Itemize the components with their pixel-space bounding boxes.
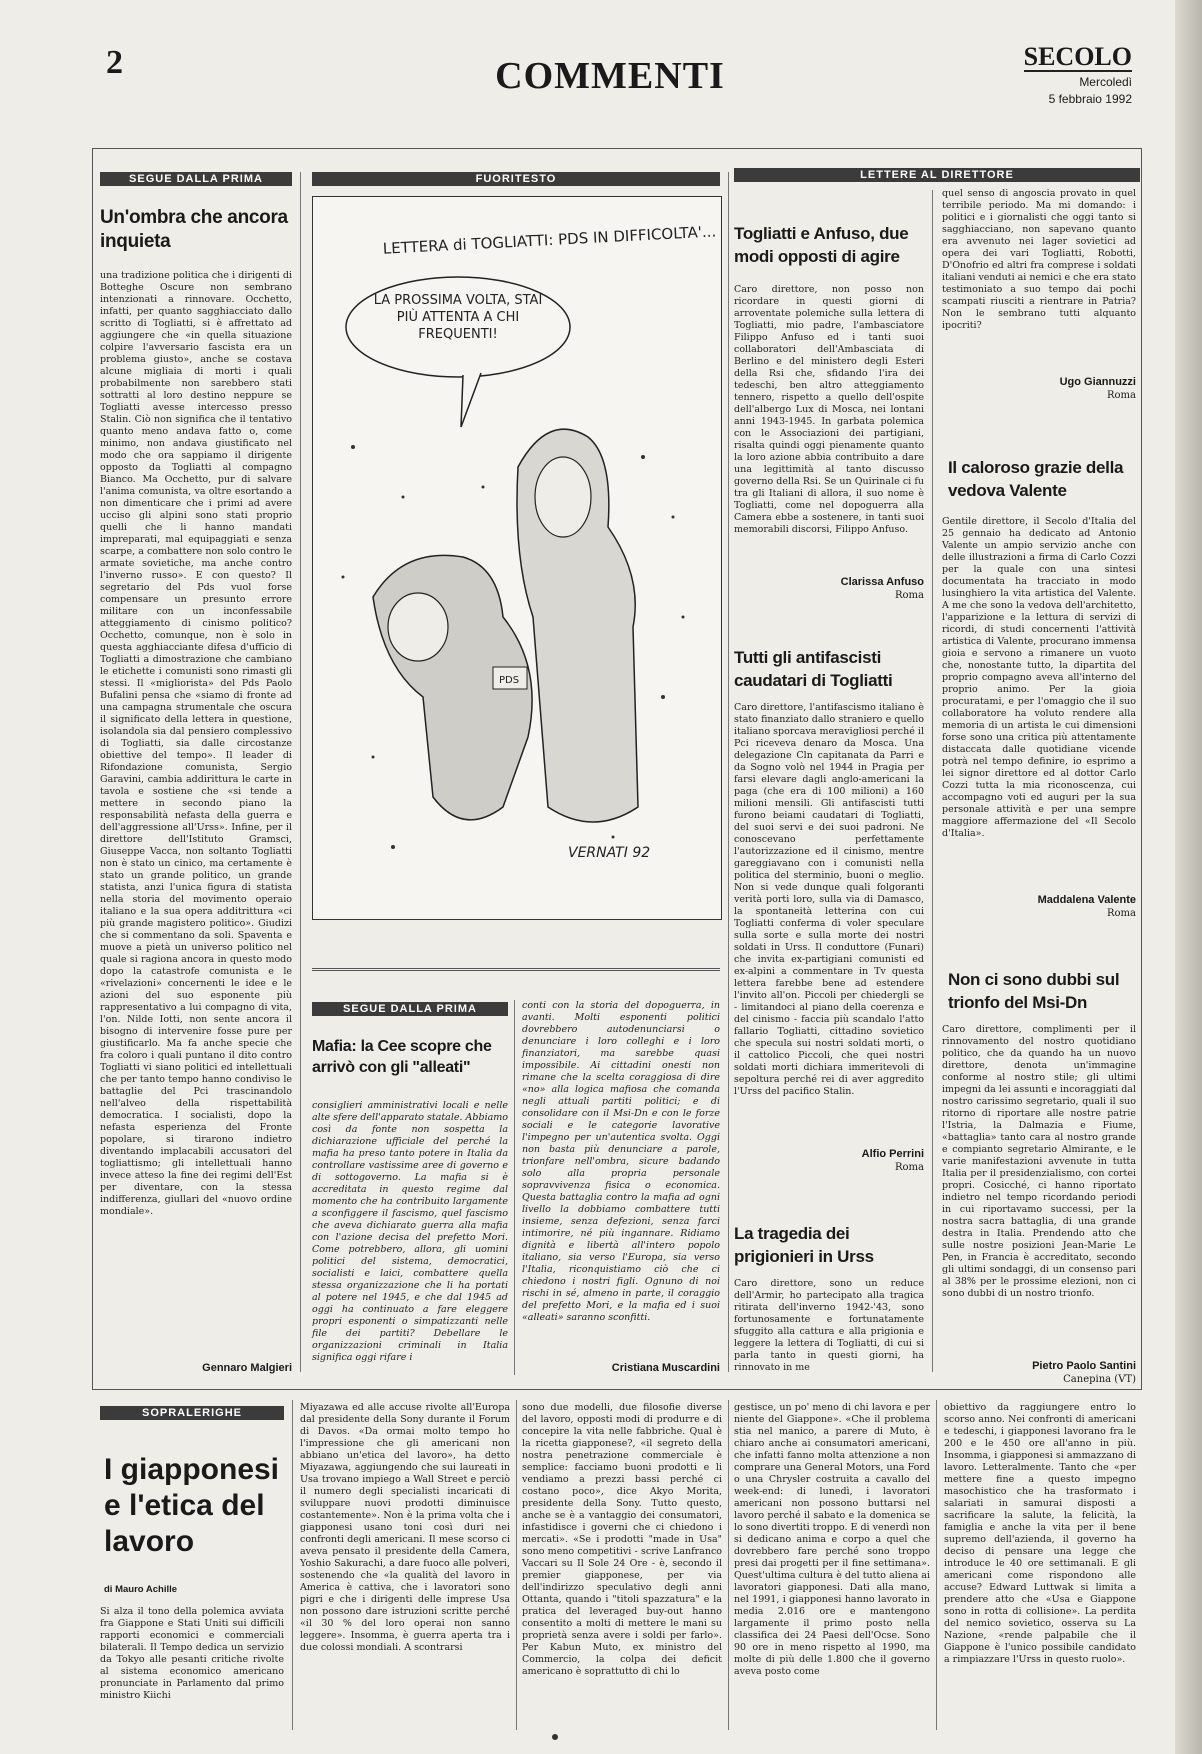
column-rule [292, 1400, 293, 1730]
letter-3-place: Roma [1107, 390, 1136, 401]
letter-1-body: Caro direttore, non posso non ricordare in questi giorni di arroventate polemiche sulla lettera di Togliatti, mio padre, l'ambasciatore Filippo Anfuso ed i tanti suoi collaboratori dell'Ambasciata di Berlino e del ministero degli Esteri della Rsi che, sfidando l'ira dei tedeschi, ben altro atteggiamento tennero, rispetto a quello dell'ospite dell'albergo Lux di Mosca, nei lontani anni 1943-1945. In garbata polemica con le Associazioni dei partigiani, risalta quindi oggi pienamente quanto la loro azione abbia contribuito a dare una legittimità al tanto discusso governo della Rsi. Se un Quirinale ci fu tra gli Italiani di allora, il suo nome è Togliatti, come nel dopoguerra alla Camera ebbe a sostenere, in tanti suoi memorabili discorsi, Filippo Anfuso. [734, 284, 924, 535]
cartoon-caption: LETTERA di TOGLIATTI: PDS IN DIFFICOLTA'... [382, 222, 717, 258]
left-article-kicker: SEGUE DALLA PRIMA [100, 172, 292, 186]
column-rule [936, 1400, 937, 1730]
bottom-article-col2: Miyazawa ed alle accuse rivolte all'Europa dal presidente della Sony durante il Forum di Davos. «Da ormai molto tempo ho l'impressione che gli americani non abbiano un'etica del lavoro», ha detto Miyazawa, aggiungendo che sui laureati in Usa trovano impiego a Wall Street e perciò il numero degli specialisti incaricati di sviluppare nuovi prodotti diminuisce costantemente». Non è la prima volta che i giapponesi usano toni così duri nei confronti degli americani. Il mese scorso ci aveva pensato il presidente della Camera, Yoshio Sakurachi, a dare fuoco alle polveri, sostenendo che «la qualità del lavoro in America è cattiva, che i lavoratori sono pigri e che i dirigenti delle imprese Usa non possono dare istruzioni scritte perché «il 30 % del loro operai non sanno leggere». Insomma, è guerra aperta tra i due colossi mondiali. A scontrarsi [300, 1402, 510, 1653]
letter-1-author: Clarissa Anfuso [840, 576, 924, 588]
left-article-title: Un'ombra che ancora inquieta [100, 207, 288, 252]
letter-2-place: Roma [895, 1162, 924, 1173]
masthead-name: SECOLO [1023, 42, 1132, 71]
mafia-article-title: Mafia: la Cee scopre che arrivò con gli "alleati" [312, 1038, 492, 1076]
letter-1-place: Roma [895, 590, 924, 601]
cartoon-signature: VERNATI 92 [568, 845, 651, 861]
letters-kicker: LETTERE AL DIRETTORE [734, 168, 1140, 182]
mafia-article-kicker: SEGUE DALLA PRIMA [312, 1002, 508, 1016]
woman-face [535, 457, 591, 537]
letter-5-title: Non ci sono dubbi sul trionfo del Msi-Dn [948, 970, 1120, 1012]
bottom-article-col5: obiettivo da raggiungere entro lo scorso anno. Nei confronti di americani e tedeschi, i giapponesi lavorano fra le 200 e le 450 ore all'anno in più. Insomma, i giapponesi si ammazzano di lavoro. Letteralmente. Tanto che «per mettere fine a questo impegno masochistico che ha trasformato i salariati in samurai disposti a sacrificare la salute, la felicità, la famiglia e anche la vita per il bene supremo dell'azienda, il governo ha deciso di pensare una legge che introduce le 40 ore settimanali. E gli americani come rispondono alle accuse? Edward Luttwak si limita a prendere atto che «Usa e Giappone sono in rotta di collisione». La perdita del nemico sovietico, osserva su La Nazione, «rende palpabile che il Giappone è l'unico possibile candidato a rimpiazzare l'Urss in questo ruolo». [944, 1402, 1136, 1665]
bottom-article-col3: sono due modelli, due filosofie diverse del lavoro, opposti modi di produrre e di concepire la vita nelle fabbriche. Qual è la ricetta giapponese?, «il segreto della nostra penetrazione commerciale è semplice: facciamo buoni prodotti e li vendiamo a prezzi bassi perché ci costano poco», dice Akyo Morita, presidente della Sony. Tutto questo, anche se è a vantaggio dei consumatori, infastidisce i governi che ci chiedono i mercati». «Se i prodotti "made in Usa" sono meno competitivi - scrive Lanfranco Vaccari su Il Sole 24 Ore - è, secondo il premier giapponese, per via dell'indirizzo speculativo degli anni Ottanta, quando i "titoli spazzatura" e la pratica del leveraged buy-out hanno consentito a molti di mettere le mani su proprietà senza avere i soldi per farlo». Per Kabun Muto, ex ministro del Commercio, la colpa dei deficit americano è soprattutto di chi lo [522, 1402, 722, 1677]
letter-4-body: Gentile direttore, il Secolo d'Italia del 25 gennaio ha dedicato ad Antonio Valente un ampio servizio anche con delle illustrazioni a firma di Carlo Cozzi per la quale con una sintesi documentata ha tracciato in modo lusinghiero la vita artistica del Valente. A me che sono la vedova dell'architetto, l'apparizione e la lettura di servizi di ricordi, di studi concernenti l'attività artistica di Valente, procurano immensa gioia e servono a rimanere un vuoto che, nonostante tutto, la dipartita del proprio compagno aveva all'interno del proprio animo. Per la gioia procuratami, e per l'omaggio che il suo collaboratore ha voluto rendere alla memoria di un artista le cui dimensioni forse sono una critica più attentamente distaccata dalle quotidiane vicende potrà nel tempo definire, io esprimo a lei signor direttore ed al dottor Carlo Cozzi tutta la mia riconoscenza, cui accompagno voti ed auguri per la sua personale attività e per una sempre maggiore affermazione del «Il Secolo d'Italia». [942, 516, 1136, 839]
cartoon-separator [312, 968, 720, 979]
bottom-article-col4: gestisce, un po' meno di chi lavora e per niente del Giappone». «Che il problema stia nel manico, a parere di Muto, è chiaro anche ai consumatori americani, che infatti fanno molta attenzione a non comprare una General Motors, una Ford o una Chrysler costruita a cavallo del week-end: di lunedì, i lavoratori americani non possono buttarsi nel lavoro perché il sabato e la domenica se lo sono divertiti troppo. E di venerdì non si dedicano anima e corpo a quel che dovrebbero fare perché sono troppo presi dai progetti per il fine settimana». Quest'ultima cultura è del tutto aliena ai lavoratori giapponesi. Dati alla mano, nel 1991, i giapponesi hanno lavorato in media 2.016 ore e mantengono largamente il primo posto nella classifica dei 24 Paesi dell'Ocse. Sono 90 ore in meno rispetto al 1990, ma molte di più delle 1.800 che il governo aveva posto come [734, 1402, 930, 1677]
bottom-article-title: I giapponesi e l'etica del lavoro [104, 1453, 280, 1558]
letter-4-place: Roma [1107, 908, 1136, 919]
column-rule [728, 1400, 729, 1730]
masthead [1024, 44, 1132, 106]
masthead-date: 5 febbraio 1992 [1048, 92, 1132, 106]
man-face [388, 593, 448, 661]
left-article-author: Gennaro Malgieri [202, 1362, 292, 1374]
masthead-day: Mercoledì [1079, 75, 1132, 89]
fold-mark [552, 1734, 558, 1740]
letter-4-author: Maddalena Valente [1037, 894, 1136, 906]
bottom-article-byline: di Mauro Achille [104, 1584, 178, 1595]
mafia-article-author: Cristiana Muscardini [611, 1362, 720, 1374]
letter-5-author: Pietro Paolo Santini [1032, 1360, 1136, 1372]
letter-5-place: Canepina (VT) [1063, 1374, 1136, 1385]
bottom-article-kicker: SOPRALERIGHE [100, 1406, 284, 1420]
letter-3-author: Ugo Giannuzzi [1059, 376, 1136, 388]
letter-2-body: Caro direttore, l'antifascismo italiano è stato finanziato dallo straniero e quello italiano sporcava meravigliosi perché il Pci riceveva denaro da Mosca. Una delegazione Cln capitanata da Parri e da Sogno volò nel 1944 in Pragia per farsi elevare dagli anglo-americani la paga (che era di 100 milioni) a 160 milioni mensili. Gli antifascisti tutti furono beiami caudatari di Togliatti, del suoi servi e dei suoi padroni. Ne conoscevano perfettamente l'autorizzazione ed il cinismo, mentre gareggiavano con i comunisti nella politica del sterminio, buoni o meglio. Non si vede dunque quali folgoranti verità porti loro, sulla via di Damasco, la spontaneità letterina con cui Togliatti conferma di voler speculare sulla sorte e sulla morte dei nostri soldati in Urss. Il conduttore (Funari) che invita ex-partigiani comunisti ed ex-alpini a commentare in Tv questa lettera farebbe bene ad estendere l'invito all'on. Piccoli per chiedergli se - limitandoci al piano della coerenza e del cinismo - faccia più scandalo l'atto fallario Togliatti, cittadino sovietico che specula sui nostri soldati morti, o il cattolico Piccoli, che quei nostri soldati morti dichiara immeritevoli di sepoltura perché rei di aver aggredito l'Urss del pacifico Stalin. [734, 702, 924, 1097]
letter-1-title: Togliatti e Anfuso, due modi opposti di agire [734, 224, 909, 266]
cartoon-frame [312, 196, 722, 920]
column-rule [514, 1000, 515, 1375]
cartoon-drawing [313, 197, 721, 919]
letter-4-title: Il caloroso grazie della vedova Valente [948, 458, 1124, 500]
mafia-article-body-col1: consiglieri amministrativi locali e nelle alte sfere dell'apparato statale. Abbiamo così da fonte non sospetta la dichiarazione ufficiale del perché la mafia ha preso tanto potere in Italia da controllare vastissime aree di governo e di sottogoverno. La mafia si è accreditata in questo regime dal momento che ha contribuito largamente a sconfiggere il fascismo, quel fascismo che aveva dichiarato guerra alla mafia con l'azione decisa del prefetto Mori. Come potrebbero, allora, gli uomini politici del sistema, democratici, socialisti e laici, combattere quella stessa organizzazione che li ha portati al potere nel 1945, e che dal 1945 ad oggi ha continuato a fare eleggere propri esponenti o simpatizzanti nelle file dei partiti? Debellare le organizzazioni criminali in Italia significa oggi rifare i [312, 1100, 508, 1363]
letter-3-body: Caro direttore, sono un reduce dell'Armir, ho partecipato alla tragica ritirata dell'inverno 1942-'43, sono fortunosamente e fortunatamente sfuggito alla cattura e alla prigionia e leggere la lettera di Togliatti, di cui si parla tanto in questi giorni, ha rinnovato in me [734, 1278, 924, 1373]
column-rule [728, 172, 729, 1372]
mafia-article-body-col2: conti con la storia del dopoguerra, in avanti. Molti esponenti politici dovrebbero autodenunciarsi o denunciare i loro colleghi e i loro finanziatori, ma sarebbe quasi impossibile. Ai cittadini onesti non rimane che la scelta coraggiosa di dire «no» alla logica mafiosa che comanda negli attuali partiti politici; e di consolidare con il Msi-Dn e con le forze sociali e le categorie lavorative l'impegno per un'autentica svolta. Oggi non basta più denunciare a parole, trionfare nell'ombra, sicure badando solo alla propria personale sopravvivenza fisica o economica. Questa battaglia contro la mafia ad ogni livello la dobbiamo combattere tutti insieme, senza defezioni, senza farci intimorire, né più ingannare. Ridiamo dignità e libertà all'intero popolo italiano, sia verso l'Europa, sia verso l'Italia, riconquistiamo ciò che ci chiedono i nostri figli. Ognuno di noi rischi in sé, almeno in parte, il coraggio del prefetto Mori, e la mafia ed i suoi «alleati» saranno sconfitti. [522, 1000, 720, 1323]
letter-5-body: Caro direttore, complimenti per il rinnovamento del nostro quotidiano politico, che da quando ha un nuovo direttore, denota un'immagine conforme al nostro stile; gli ultimi impegni da lei assunti e incoraggiati dal nostro carissimo segretario, quali il suo ritorno di riportare alle nostre patrie l'Istria, la Dalmazia e Fiume, «battaglia» tanto cara al nostro grande e compianto segretario Almirante, e le varie manifestazioni avvenute in tutta Italia per il presidenzialismo, con cortei propri. Cosicché, ci hanno riportato indietro nel tempo ricordando periodi in cui riportavamo successi, per la nostra sacra battaglia, di una grande destra in Italia. Prendendo atto che sulle nostre posizioni Jean-Marie Le Pen, in Francia è accreditato, secondo gli ultimi sondaggi, di un consenso pari al 38% per le prossime elezioni, non ci sono dubbi di un nostro trionfo. [942, 1024, 1136, 1299]
pds-bag-label: PDS [499, 675, 520, 686]
letter-2-author: Alfio Perrini [861, 1148, 924, 1160]
letter-2-title: Tutti gli antifascisti caudatari di Togliatti [734, 648, 893, 690]
bottom-article-col1: Si alza il tono della polemica avviata fra Giappone e Stati Uniti sui difficili rapporti economici e commerciali bilaterali. Il Tempo dedica un servizio da Tokyo alle pesanti critiche rivolte al sistema economico americano pronunciate in Parlamento dal primo ministro Kiichi [100, 1606, 284, 1701]
page-number: 2 [106, 44, 123, 81]
letter-3-title: La tragedia dei prigionieri in Urss [734, 1224, 874, 1266]
page-edge-shadow [1175, 0, 1202, 1754]
column-rule [516, 1400, 517, 1730]
column-rule [300, 172, 301, 1372]
speech-balloon-tail [461, 373, 481, 427]
column-rule [932, 190, 933, 1372]
letter-3-body-continued: quel senso di angoscia provato in quel terribile periodo. Ma mi domando: i politici e i giornalisti che oggi tanto si sagghiacciano, non sapevano quanto era avvenuto nei lager sovietici ad opera dei vari Togliatti, Robotti, D'Onofrio ed altri fra comprese i soldati italiani venduti ai nemici e che era stato testimoniato a suo tempo dai pochi scampati riusciti a rientrare in Patria? Non le sembrano tutti alquanto ipocriti? [942, 188, 1136, 331]
section-title: COMMENTI [495, 55, 725, 97]
cartoon-kicker: FUORITESTO [312, 172, 720, 186]
left-article-body: una tradizione politica che i dirigenti di Botteghe Oscure non sembrano intenzionati a rinnovare. Occhetto, infatti, per quanto sagghiacciato dallo scritto di Togliatti, si è affrettato ad aggiungere che «in quella situazione colpire l'avversario fascista era un problema giusto», anche se costava alcune migliaia di morti i quali probabilmente non sarebbero stati sottratti al loro destino neppure se Togliatti avesse intercesso presso Stalin. Ciò non significa che il tentativo quanto meno andava fatto o, come minimo, non andava giustificato nel modo che ora sappiamo il dirigente opposto da Togliatti al compagno Bianco. Ma Occhetto, pur di salvare l'anima comunista, va oltre esortando a non dimenticare che i primi ad avere ucciso gli alpini sono stati proprio quelli che li hanno mandati impreparati, mal equipaggiati e senza scarpe, a combattere non solo contro le armate sovietiche, ma anche contro l'inverno russo». E con questo? Il segretario del Pds vuol forse compensare un presunto errore militare con un inconfessabile atteggiamento di cinismo politico? Occhetto, comunque, non è solo in questa agghiacciante difesa d'ufficio di Togliatti a dimostrazione che cambiano le etichette i comunisti sono rimasti gli stessi. Il «migliorista» del Pds Paolo Bufalini pensa che «siamo di fronte ad una campagna strumentale che oscura il significato della lettera in questione, isolandola sia dal pensiero complessivo di Togliatti, sia dalle circostanze obiettive del tempo». Il leader di Rifondazione comunista, Sergio Garavini, cambia addirittura le carte in tavola e sostiene che «si tende a mettere in secondo piano la responsabilità nefasta della guerra e dell'aggressione all'Urss». Infine, per il direttore dell'Istituto Gramsci, Giuseppe Vacca, non soltanto Togliatti non è stato un cinico, ma certamente è stato un grande politico, un grande statista, anzi l'unica figura di statista nella storia del movimento operaio italiano e la sua opera additrittura «ci più grande magistero politico». Giudizi che si commentano da soli. Spaventa e muove a pietà un universo politico nel quale si ragiona ancora in questo modo dopo la catastrofe comunista e le «rivelazioni» concernenti le idee e le azioni del suo esponente più rappresentativo a lui compagno di vita, l'on. Nilde Iotti, non sente ancora il bisogno di intervenire fosse pure per giustificarlo. Ma fa anche specie che fra coloro i quali puntano il dito contro Togliatti vi siano politici ed intellettuali che per tanto tempo hanno condiviso le battaglie del Pci trascinandolo nell'alveo della rispettabilità democratica. I socialisti, dopo la nefasta esperienza del Fronte popolare, si tirarono indietro diventando implacabili accusatori del togliattismo; gli intellettuali hanno invece atteso la fine dei regimi dell'Est per diventare, con la stessa indifferenza, giullari del «nuovo ordine mondiale». [100, 270, 292, 1217]
speech-text: LA PROSSIMA VOLTA, STAI PIÙ ATTENTA A CHI FREQUENTI! [373, 293, 543, 342]
